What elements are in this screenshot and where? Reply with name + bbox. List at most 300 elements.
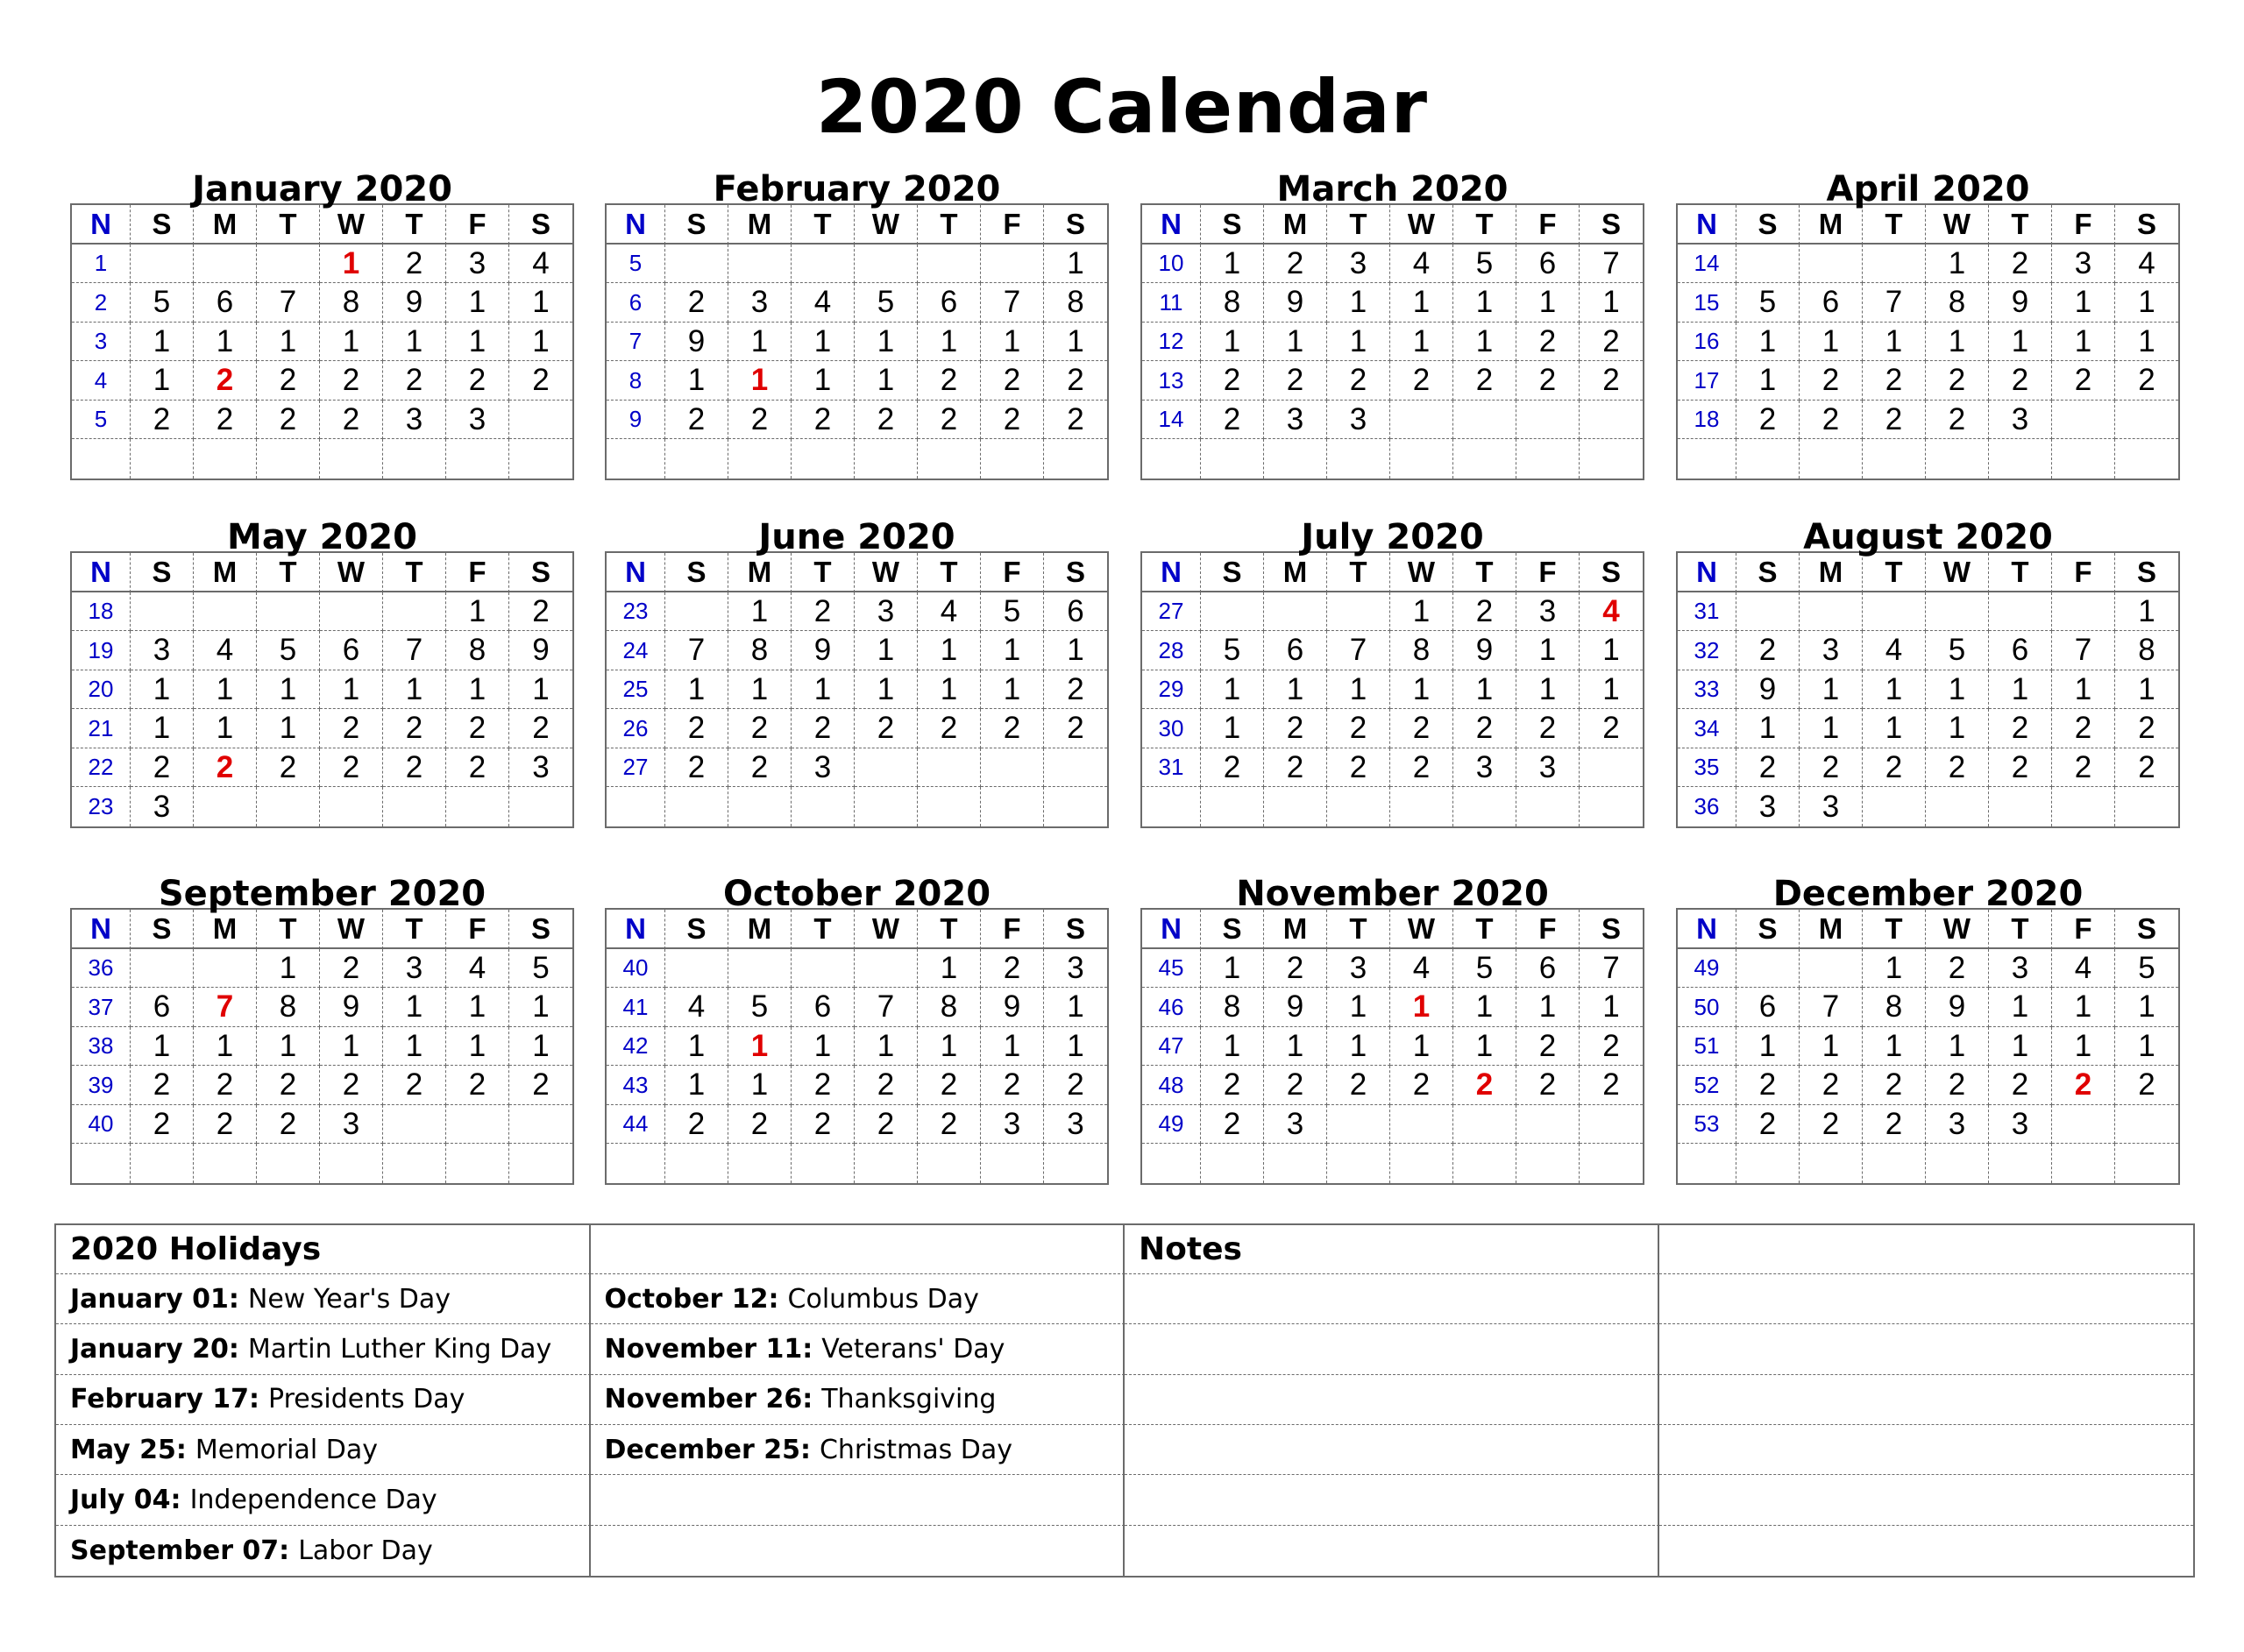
page-title: 2020 Calendar bbox=[815, 64, 1429, 150]
day-cell bbox=[509, 1144, 572, 1183]
day-cell bbox=[1044, 439, 1107, 479]
day-cell: 2 bbox=[2115, 1066, 2178, 1105]
day-cell: 2 bbox=[1989, 361, 2052, 401]
day-cell: 1 bbox=[2052, 323, 2115, 362]
week-number: 34 bbox=[1678, 709, 1736, 748]
day-cell bbox=[509, 1105, 572, 1145]
day-cell: 3 bbox=[1800, 631, 1863, 670]
day-cell bbox=[1926, 1144, 1989, 1183]
day-cell bbox=[665, 592, 728, 632]
day-cell: 3 bbox=[446, 245, 509, 284]
day-cell bbox=[665, 1144, 728, 1183]
week-number: 23 bbox=[607, 592, 665, 632]
day-cell bbox=[257, 787, 320, 826]
holiday-date: July 04: bbox=[70, 1484, 181, 1515]
day-cell: 5 bbox=[1926, 631, 1989, 670]
day-cell: 2 bbox=[1264, 709, 1327, 748]
week-number: 40 bbox=[72, 1105, 131, 1145]
day-cell bbox=[792, 949, 855, 989]
week-number: 26 bbox=[607, 709, 665, 748]
notes-line bbox=[1125, 1526, 1659, 1576]
day-cell: 1 bbox=[2115, 670, 2178, 710]
day-cell bbox=[383, 1105, 446, 1145]
day-cell: 2 bbox=[383, 361, 446, 401]
day-cell: 1 bbox=[1201, 245, 1264, 284]
day-cell: 2 bbox=[1201, 748, 1264, 788]
week-number: 33 bbox=[1678, 670, 1736, 710]
day-cell: 2 bbox=[1800, 1105, 1863, 1145]
day-cell: 3 bbox=[1736, 787, 1800, 826]
day-cell: 2 bbox=[320, 748, 383, 788]
month-grid bbox=[605, 908, 1109, 1185]
day-cell: 2 bbox=[320, 709, 383, 748]
day-cell bbox=[1800, 245, 1863, 284]
day-cell bbox=[855, 787, 918, 826]
week-number: 14 bbox=[1142, 401, 1201, 440]
day-cell: 7 bbox=[2052, 631, 2115, 670]
day-cell bbox=[855, 245, 918, 284]
day-cell bbox=[2115, 1144, 2178, 1183]
day-cell bbox=[446, 439, 509, 479]
day-cell bbox=[2052, 787, 2115, 826]
notes-line bbox=[1125, 1274, 1659, 1324]
month-calendar bbox=[1676, 169, 2180, 480]
day-cell: 1 bbox=[1327, 1027, 1390, 1067]
day-cell: 1 bbox=[446, 283, 509, 323]
notes-line bbox=[1659, 1475, 2194, 1525]
week-number: 42 bbox=[607, 1027, 665, 1067]
weekday-header: S bbox=[2115, 910, 2178, 949]
day-cell: 2 bbox=[855, 1066, 918, 1105]
week-number: 4 bbox=[72, 361, 131, 401]
day-cell: 9 bbox=[1453, 631, 1516, 670]
day-cell bbox=[1863, 1144, 1926, 1183]
day-cell: 2 bbox=[1516, 709, 1580, 748]
weekday-header: F bbox=[2052, 553, 2115, 592]
holiday-name: Presidents Day bbox=[268, 1384, 465, 1415]
month-calendar bbox=[70, 169, 574, 480]
day-cell: 4 bbox=[194, 631, 257, 670]
week-number: 50 bbox=[1678, 988, 1736, 1027]
day-cell: 5 bbox=[509, 949, 572, 989]
holiday-entry bbox=[56, 1475, 591, 1525]
day-cell: 2 bbox=[509, 709, 572, 748]
week-number-header: N bbox=[607, 553, 665, 592]
day-cell bbox=[918, 1144, 981, 1183]
day-cell: 1 bbox=[509, 988, 572, 1027]
day-cell bbox=[1264, 592, 1327, 632]
day-cell bbox=[1516, 439, 1580, 479]
day-cell: 1 bbox=[792, 670, 855, 710]
day-cell: 4 bbox=[2052, 949, 2115, 989]
weekday-header: T bbox=[792, 553, 855, 592]
day-cell: 1 bbox=[194, 709, 257, 748]
day-cell: 1 bbox=[728, 1066, 792, 1105]
month-grid bbox=[605, 203, 1109, 480]
day-cell: 2 bbox=[918, 361, 981, 401]
week-number: 25 bbox=[607, 670, 665, 710]
month-grid bbox=[1676, 203, 2180, 480]
weekday-header: F bbox=[1516, 910, 1580, 949]
week-number: 36 bbox=[72, 949, 131, 989]
week-number: 51 bbox=[1678, 1027, 1736, 1067]
day-cell: 1 bbox=[1390, 670, 1453, 710]
week-number: 10 bbox=[1142, 245, 1201, 284]
day-cell: 1 bbox=[2052, 1027, 2115, 1067]
day-cell: 3 bbox=[1453, 748, 1516, 788]
day-cell: 1 bbox=[1453, 988, 1516, 1027]
week-number-header: N bbox=[1678, 553, 1736, 592]
day-cell: 1 bbox=[446, 1027, 509, 1067]
day-cell: 2 bbox=[981, 949, 1044, 989]
day-cell: 1 bbox=[320, 1027, 383, 1067]
day-cell bbox=[1327, 439, 1390, 479]
day-cell: 5 bbox=[1201, 631, 1264, 670]
day-cell: 5 bbox=[2115, 949, 2178, 989]
day-cell: 4 bbox=[1390, 949, 1453, 989]
holiday-date: September 07: bbox=[70, 1535, 290, 1566]
day-cell: 1 bbox=[981, 1027, 1044, 1067]
day-cell: 1 bbox=[1736, 323, 1800, 362]
week-number: 1 bbox=[72, 245, 131, 284]
weekday-header: S bbox=[1201, 910, 1264, 949]
day-cell: 1 bbox=[1736, 1027, 1800, 1067]
day-cell bbox=[446, 787, 509, 826]
day-cell: 1 bbox=[194, 323, 257, 362]
day-cell: 1 bbox=[383, 323, 446, 362]
weekday-header: T bbox=[1989, 205, 2052, 245]
day-cell: 1 bbox=[1863, 709, 1926, 748]
day-cell bbox=[1580, 1144, 1643, 1183]
day-cell: 3 bbox=[1327, 949, 1390, 989]
day-cell: 4 bbox=[1580, 592, 1643, 632]
day-cell: 2 bbox=[1989, 245, 2052, 284]
day-cell bbox=[2115, 439, 2178, 479]
month-calendar bbox=[1140, 874, 1644, 1185]
day-cell bbox=[981, 439, 1044, 479]
weekday-header: S bbox=[2115, 553, 2178, 592]
day-cell bbox=[1736, 245, 1800, 284]
day-cell bbox=[1201, 592, 1264, 632]
day-cell: 3 bbox=[383, 401, 446, 440]
day-cell: 4 bbox=[2115, 245, 2178, 284]
day-cell: 2 bbox=[1926, 1066, 1989, 1105]
week-number: 11 bbox=[1142, 283, 1201, 323]
month-title: March 2020 bbox=[1276, 169, 1509, 209]
day-cell: 1 bbox=[665, 361, 728, 401]
day-cell: 7 bbox=[1580, 949, 1643, 989]
day-cell: 1 bbox=[509, 670, 572, 710]
day-cell: 2 bbox=[1327, 1066, 1390, 1105]
week-number bbox=[607, 439, 665, 479]
day-cell bbox=[1044, 1144, 1107, 1183]
day-cell: 1 bbox=[2115, 1027, 2178, 1067]
day-cell: 6 bbox=[320, 631, 383, 670]
day-cell: 2 bbox=[1264, 949, 1327, 989]
day-cell: 1 bbox=[1044, 323, 1107, 362]
day-cell: 1 bbox=[792, 323, 855, 362]
weekday-header: W bbox=[1390, 910, 1453, 949]
weekday-header: W bbox=[1390, 553, 1453, 592]
weekday-header: M bbox=[728, 553, 792, 592]
day-cell bbox=[728, 1144, 792, 1183]
week-number: 27 bbox=[1142, 592, 1201, 632]
day-cell: 1 bbox=[1327, 988, 1390, 1027]
day-cell bbox=[1390, 1144, 1453, 1183]
day-cell: 1 bbox=[1516, 283, 1580, 323]
day-cell: 2 bbox=[855, 1105, 918, 1145]
day-cell: 2 bbox=[855, 709, 918, 748]
day-cell: 2 bbox=[2115, 709, 2178, 748]
weekday-header: T bbox=[918, 553, 981, 592]
week-number: 19 bbox=[72, 631, 131, 670]
notes-line bbox=[1659, 1324, 2194, 1374]
day-cell bbox=[131, 1144, 194, 1183]
day-cell bbox=[1580, 1105, 1643, 1145]
month-grid bbox=[1140, 908, 1644, 1185]
day-cell bbox=[131, 949, 194, 989]
day-cell: 3 bbox=[509, 748, 572, 788]
day-cell bbox=[446, 1144, 509, 1183]
day-cell: 2 bbox=[665, 748, 728, 788]
weekday-header: F bbox=[446, 553, 509, 592]
day-cell: 2 bbox=[1736, 401, 1800, 440]
day-cell: 1 bbox=[1926, 323, 1989, 362]
day-cell: 1 bbox=[257, 670, 320, 710]
day-cell: 1 bbox=[1736, 709, 1800, 748]
week-number: 46 bbox=[1142, 988, 1201, 1027]
holiday-name: Martin Luther King Day bbox=[247, 1333, 552, 1365]
day-cell: 1 bbox=[383, 670, 446, 710]
day-cell bbox=[194, 1144, 257, 1183]
week-number: 41 bbox=[607, 988, 665, 1027]
day-cell: 3 bbox=[728, 283, 792, 323]
day-cell: 1 bbox=[855, 670, 918, 710]
day-cell: 7 bbox=[1580, 245, 1643, 284]
day-cell: 1 bbox=[194, 670, 257, 710]
day-cell: 2 bbox=[383, 1066, 446, 1105]
day-cell bbox=[446, 1105, 509, 1145]
weekday-header: F bbox=[2052, 205, 2115, 245]
week-number-header: N bbox=[607, 910, 665, 949]
day-cell: 2 bbox=[1327, 748, 1390, 788]
day-cell: 1 bbox=[509, 283, 572, 323]
week-number: 12 bbox=[1142, 323, 1201, 362]
day-cell: 3 bbox=[131, 787, 194, 826]
weekday-header: W bbox=[1926, 205, 1989, 245]
month-grid bbox=[605, 551, 1109, 828]
day-cell: 2 bbox=[1390, 748, 1453, 788]
week-number: 38 bbox=[72, 1027, 131, 1067]
day-cell: 2 bbox=[1926, 361, 1989, 401]
day-cell: 6 bbox=[1800, 283, 1863, 323]
day-cell bbox=[918, 787, 981, 826]
weekday-header: F bbox=[1516, 553, 1580, 592]
week-number: 35 bbox=[1678, 748, 1736, 788]
weekday-header: W bbox=[1390, 205, 1453, 245]
day-cell: 2 bbox=[1926, 401, 1989, 440]
day-cell bbox=[1264, 439, 1327, 479]
day-cell: 3 bbox=[1516, 592, 1580, 632]
day-cell bbox=[1580, 787, 1643, 826]
day-cell bbox=[665, 949, 728, 989]
day-cell: 5 bbox=[131, 283, 194, 323]
month-calendar bbox=[70, 874, 574, 1185]
day-cell: 1 bbox=[131, 709, 194, 748]
day-cell: 2 bbox=[1926, 748, 1989, 788]
weekday-header: M bbox=[1800, 553, 1863, 592]
day-cell bbox=[383, 439, 446, 479]
month-title: February 2020 bbox=[713, 169, 1001, 209]
weekday-header: S bbox=[1580, 910, 1643, 949]
day-cell: 1 bbox=[728, 1027, 792, 1067]
week-number-header: N bbox=[72, 205, 131, 245]
day-cell bbox=[131, 245, 194, 284]
month-title: October 2020 bbox=[722, 874, 991, 914]
day-cell: 1 bbox=[1327, 670, 1390, 710]
weekday-header: F bbox=[1516, 205, 1580, 245]
day-cell: 2 bbox=[728, 1105, 792, 1145]
week-number bbox=[72, 1144, 131, 1183]
day-cell: 4 bbox=[792, 283, 855, 323]
weekday-header: M bbox=[1264, 553, 1327, 592]
day-cell: 1 bbox=[1989, 670, 2052, 710]
day-cell: 2 bbox=[320, 1066, 383, 1105]
month-grid bbox=[1676, 908, 2180, 1185]
week-number bbox=[607, 787, 665, 826]
day-cell: 3 bbox=[981, 1105, 1044, 1145]
week-number: 40 bbox=[607, 949, 665, 989]
day-cell bbox=[320, 1144, 383, 1183]
day-cell: 9 bbox=[1264, 988, 1327, 1027]
day-cell: 2 bbox=[2115, 748, 2178, 788]
header-cell bbox=[1659, 1225, 2194, 1274]
month-grid bbox=[70, 203, 574, 480]
day-cell: 1 bbox=[918, 631, 981, 670]
notes-line bbox=[1125, 1375, 1659, 1425]
day-cell: 2 bbox=[383, 748, 446, 788]
day-cell: 6 bbox=[1044, 592, 1107, 632]
weekday-header: S bbox=[1201, 205, 1264, 245]
day-cell bbox=[383, 787, 446, 826]
day-cell: 2 bbox=[792, 401, 855, 440]
week-number: 8 bbox=[607, 361, 665, 401]
day-cell: 1 bbox=[1580, 670, 1643, 710]
day-cell: 1 bbox=[446, 592, 509, 632]
day-cell bbox=[194, 949, 257, 989]
day-cell: 2 bbox=[1264, 245, 1327, 284]
day-cell bbox=[131, 439, 194, 479]
week-number: 16 bbox=[1678, 323, 1736, 362]
day-cell bbox=[792, 1144, 855, 1183]
day-cell: 6 bbox=[194, 283, 257, 323]
day-cell: 2 bbox=[981, 361, 1044, 401]
day-cell: 2 bbox=[918, 709, 981, 748]
day-cell: 3 bbox=[1800, 787, 1863, 826]
day-cell bbox=[855, 748, 918, 788]
day-cell: 3 bbox=[792, 748, 855, 788]
day-cell: 2 bbox=[1800, 361, 1863, 401]
day-cell: 2 bbox=[194, 748, 257, 788]
weekday-header: T bbox=[1863, 553, 1926, 592]
day-cell bbox=[257, 245, 320, 284]
weekday-header: S bbox=[2115, 205, 2178, 245]
day-cell: 1 bbox=[257, 949, 320, 989]
holiday-date: October 12: bbox=[604, 1283, 779, 1315]
day-cell: 1 bbox=[1390, 323, 1453, 362]
week-number: 31 bbox=[1678, 592, 1736, 632]
day-cell: 1 bbox=[1926, 709, 1989, 748]
day-cell bbox=[1736, 949, 1800, 989]
day-cell bbox=[1390, 401, 1453, 440]
day-cell bbox=[383, 1144, 446, 1183]
day-cell bbox=[1736, 1144, 1800, 1183]
day-cell: 3 bbox=[1989, 949, 2052, 989]
day-cell: 2 bbox=[257, 1105, 320, 1145]
week-number: 24 bbox=[607, 631, 665, 670]
day-cell bbox=[728, 245, 792, 284]
day-cell bbox=[194, 787, 257, 826]
week-number: 31 bbox=[1142, 748, 1201, 788]
day-cell: 5 bbox=[855, 283, 918, 323]
notes-line bbox=[1659, 1526, 2194, 1576]
week-number bbox=[1678, 1144, 1736, 1183]
day-cell: 8 bbox=[2115, 631, 2178, 670]
day-cell: 2 bbox=[855, 401, 918, 440]
day-cell: 2 bbox=[918, 1105, 981, 1145]
weekday-header: M bbox=[194, 553, 257, 592]
week-number: 14 bbox=[1678, 245, 1736, 284]
day-cell: 2 bbox=[446, 709, 509, 748]
week-number: 36 bbox=[1678, 787, 1736, 826]
day-cell: 8 bbox=[320, 283, 383, 323]
day-cell: 2 bbox=[1390, 361, 1453, 401]
empty-cell bbox=[591, 1475, 1126, 1525]
day-cell bbox=[1863, 592, 1926, 632]
month-calendar bbox=[605, 517, 1109, 828]
day-cell: 2 bbox=[1201, 1105, 1264, 1145]
day-cell: 1 bbox=[1201, 1027, 1264, 1067]
day-cell bbox=[1201, 787, 1264, 826]
weekday-header: S bbox=[509, 553, 572, 592]
holiday-date: January 01: bbox=[70, 1283, 239, 1315]
day-cell: 2 bbox=[1390, 709, 1453, 748]
holiday-entry bbox=[56, 1324, 591, 1374]
day-cell bbox=[1390, 787, 1453, 826]
holiday-date: February 17: bbox=[70, 1384, 260, 1415]
weekday-header: T bbox=[383, 205, 446, 245]
weekday-header: F bbox=[981, 910, 1044, 949]
weekday-header: T bbox=[792, 910, 855, 949]
weekday-header: T bbox=[1327, 553, 1390, 592]
day-cell: 6 bbox=[918, 283, 981, 323]
week-number: 29 bbox=[1142, 670, 1201, 710]
day-cell: 1 bbox=[1390, 1027, 1453, 1067]
day-cell: 8 bbox=[1201, 988, 1264, 1027]
day-cell: 1 bbox=[792, 361, 855, 401]
day-cell: 2 bbox=[981, 401, 1044, 440]
day-cell: 9 bbox=[792, 631, 855, 670]
week-number: 32 bbox=[1678, 631, 1736, 670]
month-calendar bbox=[1676, 874, 2180, 1185]
weekday-header: W bbox=[320, 205, 383, 245]
day-cell: 2 bbox=[1863, 1066, 1926, 1105]
holiday-date: May 25: bbox=[70, 1434, 187, 1465]
day-cell: 3 bbox=[383, 949, 446, 989]
day-cell: 2 bbox=[1044, 401, 1107, 440]
day-cell: 2 bbox=[257, 1066, 320, 1105]
weekday-header: S bbox=[1736, 553, 1800, 592]
